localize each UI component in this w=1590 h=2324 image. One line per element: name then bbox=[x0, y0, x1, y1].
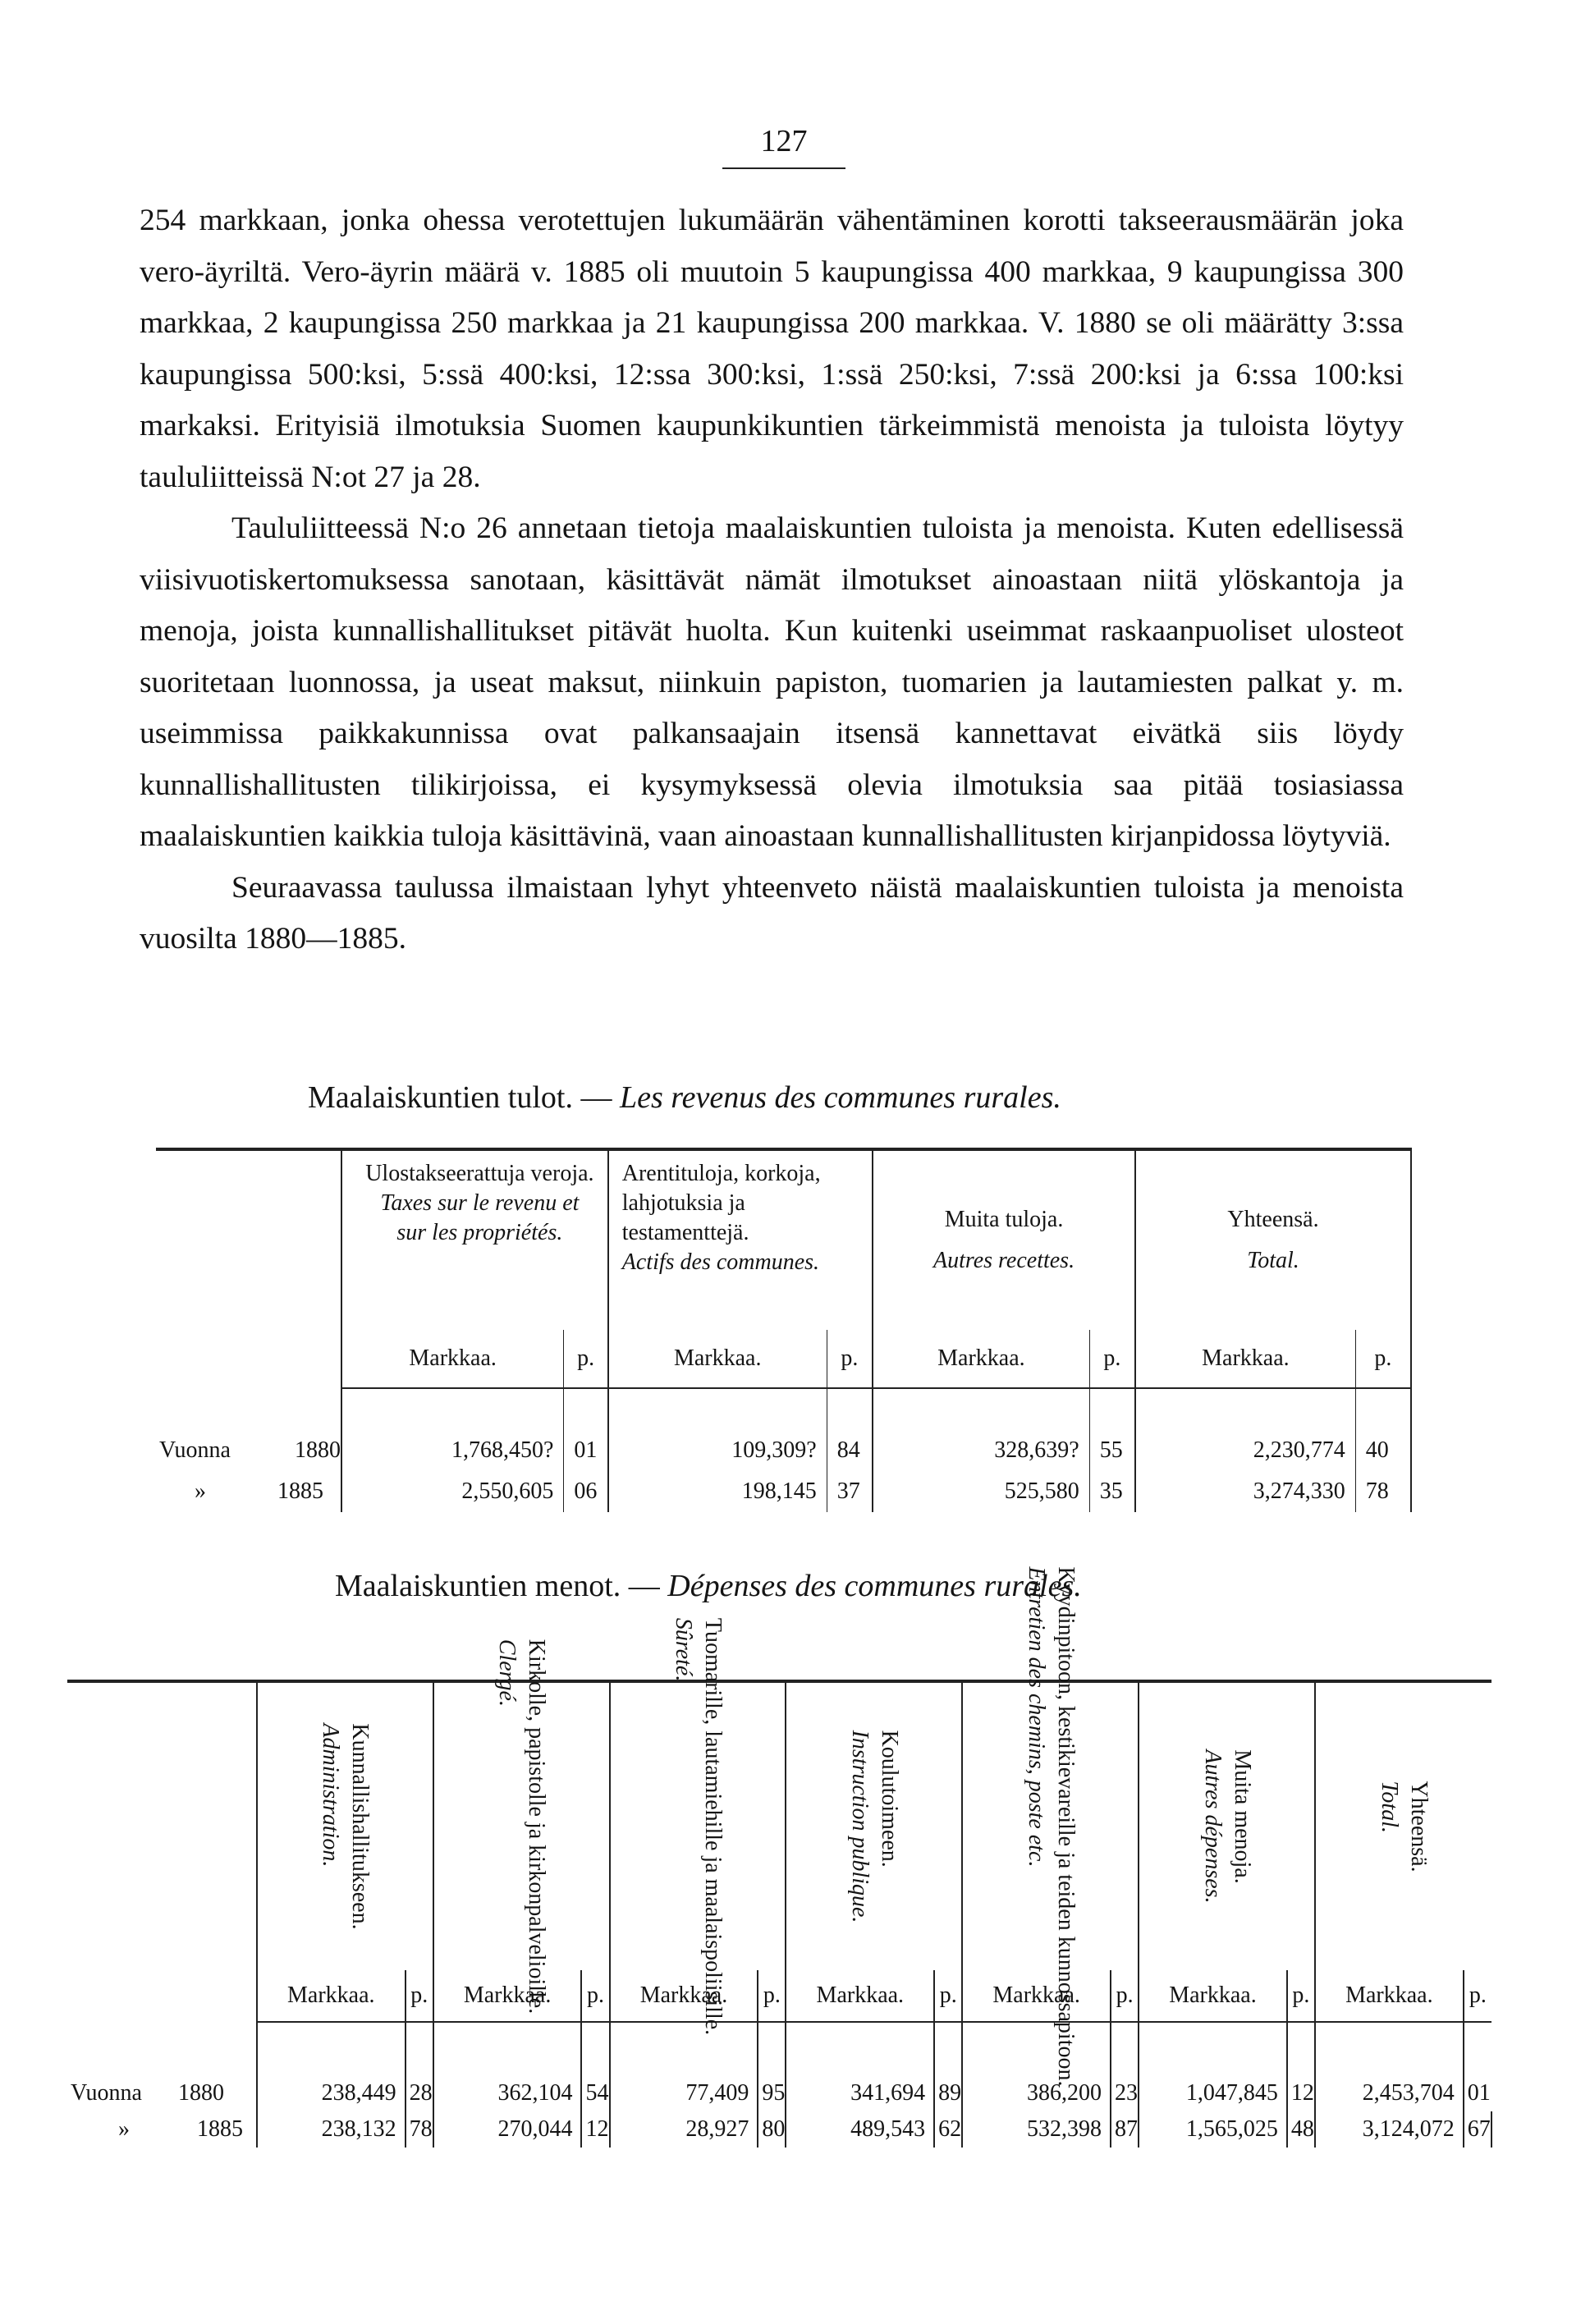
title-fr: Les revenus des communes rurales. bbox=[619, 1080, 1061, 1115]
unit-markkaa: Markkaa. bbox=[1139, 1970, 1287, 2022]
table-row: » 1885 2,550,605 06 198,145 37 525,580 35 3,274,330 78 bbox=[156, 1471, 1411, 1512]
unit-p: p. bbox=[1464, 1970, 1491, 2022]
column-header-taxes: Ulostakseerattuja veroja. Taxes sur le revenu et sur les propriétés. bbox=[341, 1149, 608, 1330]
unit-p: p. bbox=[1287, 1970, 1315, 2022]
revenue-table-title bbox=[308, 1079, 1061, 1116]
title-dash: — bbox=[580, 1080, 612, 1115]
row-label: Vuonna 1880 bbox=[71, 2080, 224, 2106]
title-fr: Dépenses des communes rurales. bbox=[667, 1569, 1082, 1603]
column-header-total: Yhteensä. Total. bbox=[1315, 1681, 1491, 1970]
paragraph: Taululiitteessä N:o 26 annetaan tietoja maalaiskuntien tuloista ja menoista. Kuten edellisessä viisivuotiskertomuksessa sanotaan, käsittävät nämät ilmotukset ainoastaan niitä ylöskantoja ja menoja, joista kunnallishallitukset pitävät huolta. Kun kuitenki useimmat raskaanpuoliset ulosteot suoritetaan luonnossa, ja useat maksut, niinkuin papiston, tuomarien ja lautamiesten palkat y. m. useimmissa paikkakunnissa ovat palkansaajain itsensä kannettavat eivätkä siis löydy kunnallishallitusten tilikirjoissa, ei kysymyksessä olevia ilmotuksia saa pitää tosiasiassa maalaiskuntien kaikkia tuloja käsittävinä, vaan ainoastaan kunnallishallitusten kirjanpidossa löytyviä. bbox=[140, 511, 1404, 853]
table-row: » 1885 238,132 78 270,044 12 28,927 80 489,543 62 532,398 87 1,565,025 48 3,124,072 67 bbox=[67, 2111, 1491, 2148]
unit-markkaa: Markkaa. bbox=[786, 1970, 934, 2022]
row-label: » 1885 bbox=[195, 1478, 323, 1504]
title-fi: Maalaiskuntien menot. bbox=[335, 1569, 621, 1603]
unit-markkaa: Markkaa. bbox=[610, 1970, 758, 2022]
column-header-administration: Kunnallishallitukseen. Administration. bbox=[257, 1681, 433, 1970]
unit-p: p. bbox=[564, 1330, 608, 1388]
table-row: Vuonna 1880 1,768,450? 01 109,309? 84 328,639? 55 2,230,774 40 bbox=[156, 1430, 1411, 1471]
unit-p: p. bbox=[1089, 1330, 1135, 1388]
unit-markkaa: Markkaa. bbox=[257, 1970, 406, 2022]
column-header-clergy: Kirkolle, papistolle ja kirkonpalvelioille. Clergé. bbox=[433, 1681, 610, 1970]
column-header-roads: Kyydinpitoon, kestikievareille ja teiden kunnossapitoon. Entretien des chemins, poste etc. bbox=[962, 1681, 1139, 1970]
unit-markkaa: Markkaa. bbox=[341, 1330, 564, 1388]
body-text bbox=[140, 195, 1404, 965]
title-dash: — bbox=[628, 1569, 660, 1603]
page-number-rule bbox=[722, 167, 845, 169]
unit-markkaa: Markkaa. bbox=[608, 1330, 827, 1388]
unit-markkaa: Markkaa. bbox=[962, 1970, 1111, 2022]
unit-p: p. bbox=[934, 1970, 962, 2022]
unit-p: p. bbox=[1355, 1330, 1411, 1388]
row-label: Vuonna 1880 bbox=[159, 1437, 341, 1463]
unit-markkaa: Markkaa. bbox=[1135, 1330, 1355, 1388]
unit-markkaa: Markkaa. bbox=[433, 1970, 582, 2022]
paragraph: 254 markkaan, jonka ohessa verotettujen lukumäärän vähentäminen korotti takseerausmäärän joka vero-äyriltä. Vero-äyrin määrä v. 1885 oli muutoin 5 kaupungissa 400 markkaa, 9 kaupungissa 300 markkaa, 2 kaupungissa 250 markkaa ja 21 kaupungissa 200 markkaa. V. 1880 se oli määrätty 3:ssa kaupungissa 500:ksi, 5:ssä 400:ksi, 12:ssa 300:ksi, 1:ssä 250:ksi, 7:ssä 200:ksi ja 6:ssa 100:ksi markaksi. Erityisiä ilmotuksia Suomen kaupunkikuntien tärkeimmistä menoista ja tuloista löytyy taululiitteissä N:ot 27 ja 28. bbox=[140, 204, 1404, 494]
column-header-total: Yhteensä. Total. bbox=[1135, 1149, 1411, 1330]
unit-markkaa: Markkaa. bbox=[1315, 1970, 1464, 2022]
paragraph: Seuraavassa taulussa ilmaistaan lyhyt yhteenveto näistä maalaiskuntien tuloista ja menoista vuosilta 1880—1885. bbox=[140, 870, 1404, 956]
column-header-other: Muita menoja. Autres dépenses. bbox=[1139, 1681, 1315, 1970]
row-label: » 1885 bbox=[118, 2116, 243, 2142]
column-header-surete: Tuomarille, lautamiehille ja maalaispoliisille. Sûreté. bbox=[610, 1681, 786, 1970]
unit-p: p. bbox=[758, 1970, 786, 2022]
unit-markkaa: Markkaa. bbox=[873, 1330, 1089, 1388]
unit-p: p. bbox=[581, 1970, 609, 2022]
expense-table-title bbox=[335, 1568, 1082, 1604]
unit-p: p. bbox=[406, 1970, 433, 2022]
column-header-instruction: Koulutoimeen. Instruction publique. bbox=[786, 1681, 962, 1970]
title-fi: Maalaiskuntien tulot. bbox=[308, 1080, 573, 1115]
page-number: 127 bbox=[760, 124, 808, 158]
table-row: Vuonna 1880 238,449 28 362,104 54 77,409 95 341,694 89 386,200 23 1,047,845 12 2,453,704 01 bbox=[67, 2075, 1491, 2111]
column-header-actifs: Arentituloja, korkoja, lahjotuksia ja testamenttejä. Actifs des communes. bbox=[608, 1149, 873, 1330]
unit-p: p. bbox=[827, 1330, 873, 1388]
unit-p: p. bbox=[1111, 1970, 1139, 2022]
column-header-other: Muita tuloja. Autres recettes. bbox=[873, 1149, 1135, 1330]
revenue-table bbox=[156, 1148, 1412, 1512]
